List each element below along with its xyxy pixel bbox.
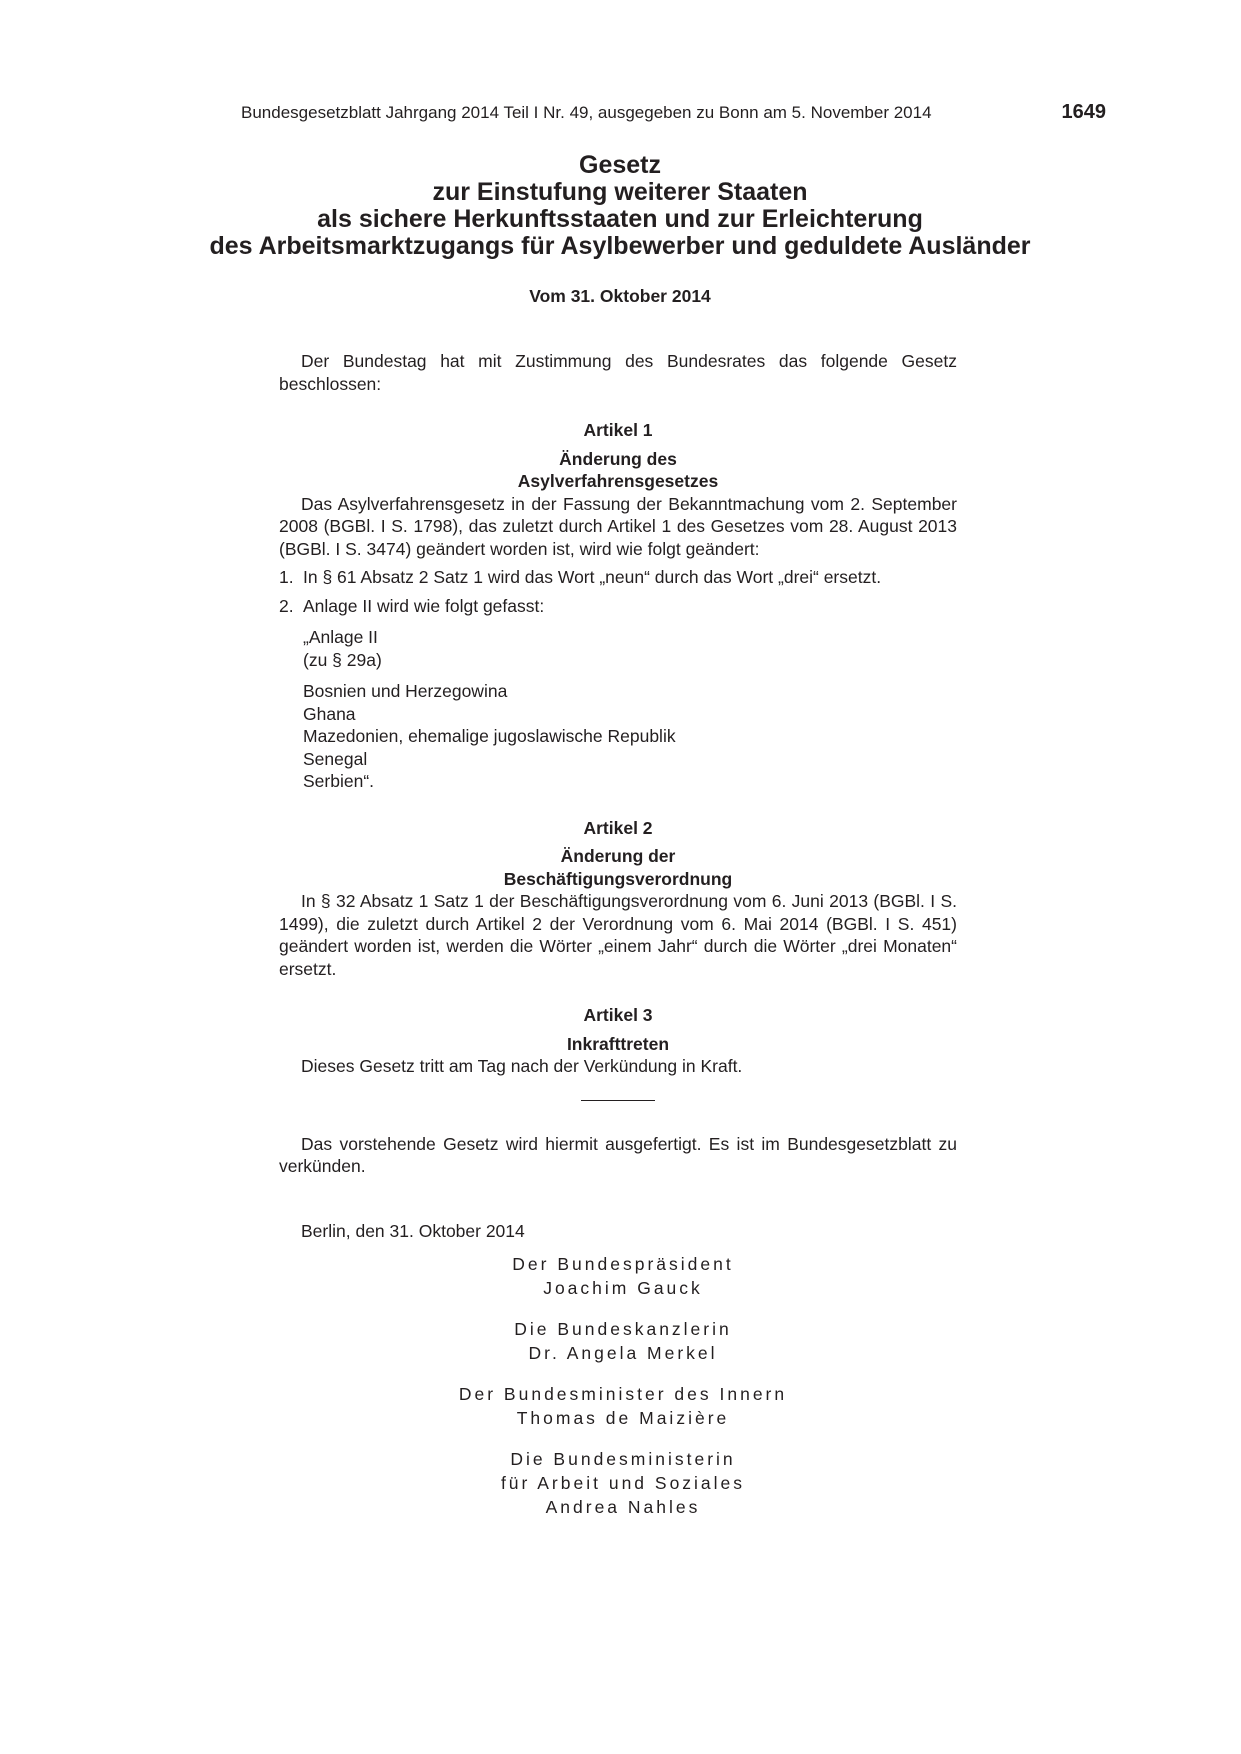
country-list	[303, 680, 957, 793]
signatory-name: Dr. Angela Merkel	[528, 1343, 718, 1363]
list-item	[279, 566, 957, 589]
country-item: Senegal	[303, 748, 368, 769]
preamble: Der Bundestag hat mit Zustimmung des Bundesrates das folgende Gesetz beschlossen:	[279, 351, 957, 394]
article-1-heading-line1: Änderung des	[559, 448, 677, 469]
signature-group	[279, 1382, 957, 1430]
signatory-office: Der Bundesminister des Innern	[458, 1384, 788, 1404]
signatory-office: Die Bundesministerin	[510, 1449, 736, 1469]
divider-rule	[581, 1100, 655, 1101]
list-item-number: 2.	[279, 595, 294, 616]
country-item: Ghana	[303, 703, 356, 724]
law-date: Vom 31. Oktober 2014	[529, 286, 711, 306]
running-title: Bundesgesetzblatt Jahrgang 2014 Teil I Nr. 49, ausgegeben zu Bonn am 5. November 2014	[241, 103, 932, 122]
list-item-number: 1.	[279, 567, 294, 587]
signatory-office-line2: für Arbeit und Soziales	[500, 1473, 746, 1493]
article-2-text: In § 32 Absatz 1 Satz 1 der Beschäftigungsverordnung vom 6. Juni 2013 (BGBl. I S. 1499), die zuletzt durch Artikel 2 der Verordnung vom 6. Mai 2014 (BGBl. I S. 451) geändert worden ist, werden die Wörter „einem Jahr“ durch die Wörter „drei Monaten“ ersetzt.	[279, 891, 957, 979]
signatory-name: Joachim Gauck	[543, 1278, 703, 1298]
signature-group	[279, 1317, 957, 1365]
title-line: des Arbeitsmarktzugangs für Asylbewerber und geduldete Ausländer	[209, 232, 1031, 260]
annex-title: „Anlage II	[303, 627, 378, 647]
article-2-heading-line2: Beschäftigungsverordnung	[503, 868, 733, 889]
title-line: Gesetz	[579, 151, 661, 179]
title-line: als sichere Herkunftsstaaten und zur Erleichterung	[317, 205, 923, 233]
article-3-number: Artikel 3	[583, 1005, 653, 1025]
signature-group	[279, 1252, 957, 1300]
country-item: Bosnien und Herzegowina	[303, 681, 508, 701]
article-1-intro: Das Asylverfahrensgesetz in der Fassung der Bekanntmachung vom 2. September 2008 (BGBl. I S. 1798), das zuletzt durch Artikel 1 des Gesetzes vom 28. August 2013 (BGBl. I S. 3474) geändert worden ist, wird wie folgt geändert:	[279, 493, 957, 559]
signatory-office: Die Bundeskanzlerin	[514, 1319, 732, 1339]
law-body	[279, 350, 957, 1519]
list-item-text: Anlage II wird wie folgt gefasst:	[303, 595, 545, 616]
article-2-heading-line1: Änderung der	[560, 846, 676, 866]
country-item: Mazedonien, ehemalige jugoslawische Republik	[303, 726, 676, 746]
place-and-date: Berlin, den 31. Oktober 2014	[301, 1220, 525, 1241]
annex-block	[279, 626, 957, 793]
country-item: Serbien“.	[303, 771, 375, 791]
article-3-heading: Inkrafttreten	[566, 1033, 670, 1054]
list-item	[279, 595, 957, 618]
running-header	[241, 101, 1106, 124]
law-title	[120, 152, 1120, 260]
page-number: 1649	[1061, 101, 1106, 123]
signature-block	[279, 1252, 957, 1519]
title-line: zur Einstufung weiterer Staaten	[432, 178, 808, 206]
list-item-text: In § 61 Absatz 2 Satz 1 wird das Wort „neun“ durch das Wort „drei“ ersetzt.	[303, 567, 882, 587]
article-3-text: Dieses Gesetz tritt am Tag nach der Verkündung in Kraft.	[301, 1056, 743, 1076]
signature-group	[279, 1447, 957, 1519]
signatory-name: Thomas de Maizière	[516, 1408, 730, 1428]
article-2-number: Artikel 2	[583, 817, 653, 838]
signatory-name: Andrea Nahles	[545, 1497, 701, 1517]
annex-reference: (zu § 29a)	[303, 649, 382, 670]
article-1-heading-line2: Asylverfahrensgesetzes	[517, 471, 719, 491]
signatory-office: Der Bundespräsident	[512, 1254, 734, 1274]
promulgation-clause: Das vorstehende Gesetz wird hiermit ausgefertigt. Es ist im Bundesgesetzblatt zu verkünden.	[279, 1133, 957, 1176]
article-1-number: Artikel 1	[583, 420, 653, 440]
